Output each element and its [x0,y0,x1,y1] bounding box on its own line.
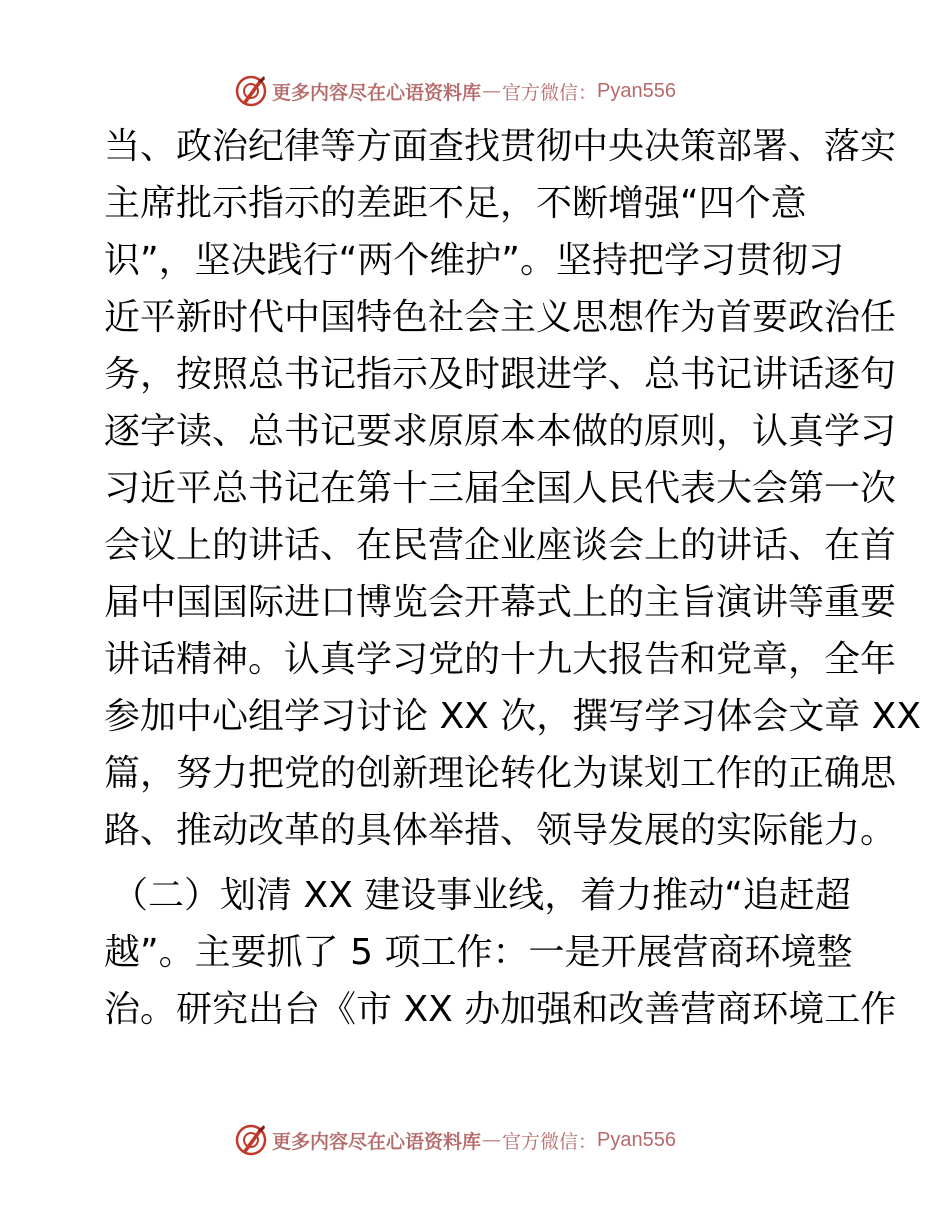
body-line: 参加中心组学习讨论 XX 次，撰写学习体会文章 XX [104,696,921,737]
body-line: 治。研究出台《市 XX 办加强和改善营商环境工作 [104,989,897,1030]
body-line: 习近平总书记在第十三届全国人民代表大会第一次 [104,468,897,509]
watermark-text: 更多内容尽在心语资料库 [272,81,482,104]
watermark-id: Pyan556 [597,79,676,102]
watermark-dash: — [482,80,502,102]
section-heading-line: （二）划清 XX 建设事业线，着力推动“追赶超 [112,875,851,916]
body-line: 篇，努力把党的创新理论转化为谋划工作的正确思 [104,753,897,794]
body-line: 会议上的讲话、在民营企业座谈会上的讲话、在首 [104,525,897,566]
watermark-id: Pyan556 [597,1128,676,1151]
body-line: 路、推动改革的具体举措、领导发展的实际能力。 [104,810,897,851]
watermark-label: 官方微信： [502,1130,598,1153]
header-watermark [234,74,676,108]
body-line: 当、政治纪律等方面查找贯彻中央决策部署、落实 [104,126,897,167]
footer-watermark [234,1123,676,1157]
body-line: 主席批示指示的差距不足，不断增强“四个意 [104,183,807,224]
body-line: 讲话精神。认真学习党的十九大报告和党章，全年 [104,639,897,680]
body-line: 近平新时代中国特色社会主义思想作为首要政治任 [104,297,897,338]
watermark-label: 官方微信： [502,81,598,104]
body-line: 届中国国际进口博览会开幕式上的主旨演讲等重要 [104,582,897,623]
body-line: 识”，坚决践行“两个维护”。坚持把学习贯彻习 [104,240,844,281]
body-line: 逐字读、总书记要求原原本本做的原则，认真学习 [104,411,897,452]
watermark-dash: — [482,1129,502,1151]
watermark-text: 更多内容尽在心语资料库 [272,1130,482,1153]
body-line: 越”。主要抓了 5 项工作：一是开展营商环境整 [104,932,853,973]
pen-logo-icon [234,74,268,108]
pen-logo-icon [234,1123,268,1157]
body-line: 务，按照总书记指示及时跟进学、总书记讲话逐句 [104,354,897,395]
